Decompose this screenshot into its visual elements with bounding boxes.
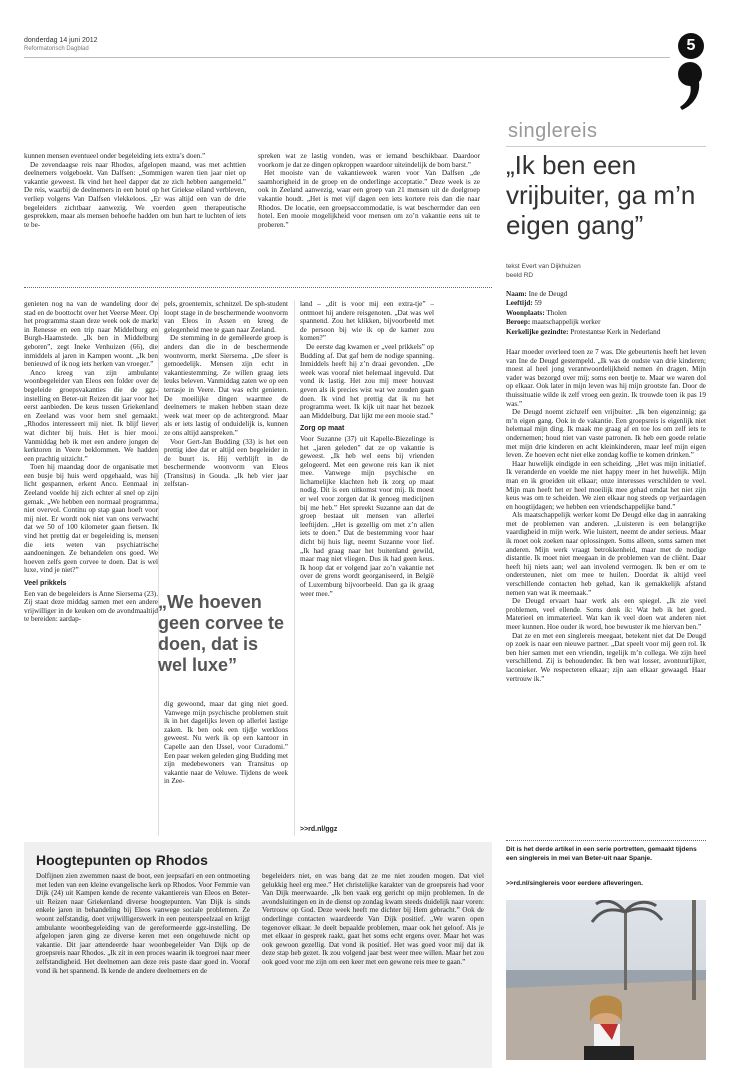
paragraph: De Deugd ervaart haar werk als een spiegel. „Ik zie veel problemen, veel ellende. Soms denk ik: Wat heb ik het goed. Materieel en immaterieel. Wat kan ik veel doen wat anderen niet meer kunnen. Hoe ouder ik word, hoe bewuster ik me hiervan ben.” xyxy=(506,597,706,631)
box-column-1 xyxy=(36,872,250,1062)
page-number-badge: 5 xyxy=(678,33,704,59)
headline: „Ik ben een vrijbuiter, ga m’n eigen gang” xyxy=(506,150,696,240)
article-column-1 xyxy=(24,300,158,836)
paragraph: begeleiders niet, en was bang dat ze me niet zouden mogen. Dat viel gelukkig heel erg mee.” Het christelijke karakter van de groepsreis had voor Van Dijk meerwaarde. „Ik ben vaak erg gericht op mijn problemen. In de avondsluitingen en in de dienst op zondag kwam steeds duidelijk naar voren: Vertrouw op God. Deze week heeft me dichter bij Hem gebracht.” Ook de onderlinge contacten waardeerde Van Dijk positief. „We waren open tegenover elkaar. Je deelt bepaalde problemen, maar ook het geloof. Als je met elkaar in gesprek raakt, gaat het soms echt ergens over. Maar het was ook gewoon gezellig. Dat vond ik positief. Het was goed voor mij dat ik deze stap heb gezet. Ik zou volgend jaar best weer mee willen. Maar het zou ook goed voor me zijn om een keer met een gewone reis mee te gaan.” xyxy=(262,872,484,966)
top-column-1 xyxy=(24,152,246,272)
series-link[interactable]: >>rd.nl/singlereis voor eerdere afleveringen. xyxy=(506,880,643,887)
paragraph: De zevendaagse reis naar Rhodos, afgelopen maand, was met achttien deelnemers volgeboekt. Van Dalfsen: „Sommigen waren tien jaar niet op vakantie geweest. Ik vind het heel dapper dat ze zich hebben aangemeld.” De reis, waarbij de deelnemers in een hotel op het Griekse eiland verbleven, verliep volgens Van Dalfsen vlekkeloos. „Er was altijd een van de drie begeleiders zichtbaar aanwezig. We voerden geen therapeutische gesprekken, maar als mensen behoefte hadden om hun hart te luchten of iets te be- xyxy=(24,160,246,229)
article-column-3 xyxy=(300,300,434,824)
paragraph: kunnen mensen eventueel onder begeleiding iets extra’s doen.” xyxy=(24,152,206,160)
paragraph: spreken wat ze lastig vonden, was er iemand beschikbaar. Daardoor voorkom je dat ze dingen opkroppen waardoor uiteindelijk de bom barst.” xyxy=(258,152,480,169)
paragraph: Haar moeder overleed toen ze 7 was. Die gebeurtenis heeft het leven van Ine de Deugd gestempeld. „Ik was de oudste van drie kinderen; moest al heel jong verantwoordelijkheid nemen én dragen. Mijn vader was bezorgd over mij; soms een beetje te. Maar we waren dol op elkaar. Ook later in mijn leven was hij mijn grootste fan. Door de thuissituatie wilde ik zelf vroeg een gezin. Ik trouwde toen ik pas 19 was.” xyxy=(506,348,706,408)
paragraph: genieten nog na van de wandeling door de stad en de boottocht over het Veerse Meer. Op het programma staan deze week ook de markt in Renesse en een trip naar Middelburg en Burgh-Haamstede. „Ik ben in Middelburg geboren”, zegt Ineke Venhuizen (66), die inmiddels al jaren in Kampen woont. „Ik ben benieuwd of ik nog iets herken van vroeger.” xyxy=(24,300,158,369)
header-rule xyxy=(24,57,670,58)
paragraph: Haar huwelijk eindigde in een scheiding. „Het was mijn initiatief. Ik veranderde en voelde me niet happy meer in het huwelijk. Mijn man en ik groeiden uit elkaar; onze interesses verschilden te veel. Mijn man heeft het er heel moeilijk mee gehad omdat het niet zijn keus was om te scheiden. We zien elkaar nog steeds op verjaardagen en hoogtijdagen; we hebben een vriendschappelijke band.” xyxy=(506,459,706,511)
paragraph: De eerste dag kwamen er „veel prikkels” op Budding af. Dat gaf hem de nodige spanning. Inmiddels heeft hij z’n draai gevonden. „De week was vooraf niet helemaal ingevuld. Dat vond ik lastig. Het zou mij meer houvast geven als ik precies wist wat we zouden gaan doen. Ik vind het prettig dat ik nu het programma weet. Ik kijk uit naar het bezoek aan Middelburg. Dat lijkt me een mooie stad.” xyxy=(300,342,434,420)
comma-logo-icon xyxy=(674,60,706,112)
issue-date: donderdag 14 juni 2012 xyxy=(24,37,98,44)
box-column-2 xyxy=(262,872,484,1062)
fact-row: Naam: Ine de Deugd xyxy=(506,290,568,298)
article-column-2-continued xyxy=(164,700,288,836)
profile-facts xyxy=(506,290,660,337)
paragraph: Dolfijnen zien zwemmen naast de boot, een jeepsafari en een ontmoeting met leden van een kleine evangelische kerk op Rhodos. Voor Femmie van Dijk (24) uit Kampen kende de recente vakantiereis van Eleos en Beter-uit Reizen naar Griekenland diverse hoogtepunten. Van Dijk is sinds enkele jaren in behandeling bij Eleos vanwege sociale problemen. Ze woont zelfstandig, doet vrijwilligerswerk in een peuterspeelzaal en krijgt ambulante woonbegeleiding van de gereformeerde ggz-instelling. De afgelopen jaren ging ze diverse keren met een ongehuwde nicht op vakantie. Dit jaar attendeerde haar woonbegeleider Van Dijk op de groepsreis naar Rhodos. „Ik zit in een proces waarin ik toegroei naar meer zelfstandigheid. Het deelnemen aan deze reis paste daar goed in. Vooraf vond ik het spannend. Ik kende de andere deelnemers en de xyxy=(36,872,250,975)
paragraph: Het mooiste van de vakantieweek waren voor Van Dalfsen „de saamhorigheid in de groep en de onderlinge acceptatie.” Deze week is ze ook in Zeeland aanwezig, waar een groep van 21 mensen uit de doelgroep vakantie houdt. „Het is met vijf dagen een iets kortere reis dan die naar Rhodos. De locatie, een groepsaccommodatie, is wat beschermder dan een hotel. Een mooie mogelijkheid voor mensen om zo’n vakantie eens uit te proberen.” xyxy=(258,169,480,229)
paragraph: Dat ze en met een singlereis meegaat, betekent niet dat De Deugd op zoek is naar een nieuwe partner. „Dat speelt voor mij geen rol. Ik ben hier samen met een vriendin, tegelijk m’n collega. We zijn heel verschillend. Zij is behoudender. Ik ben wat losser, avontuurlijker, laconieker. We respecteren elkaar; zijn aan elkaar gewaagd. Haar vertrouw ik.” xyxy=(506,631,706,683)
column-rule xyxy=(158,300,159,836)
series-infobox: Dit is het derde artikel in een serie portretten, gemaakt tijdens een singlereis in mei van Beter-uit naar Spanje. xyxy=(506,846,697,862)
fact-row: Beroep: maatschappelijk werker xyxy=(506,318,601,327)
section-label: singlereis xyxy=(508,120,598,142)
box-title: Hoogtepunten op Rhodos xyxy=(36,852,208,868)
fact-row: Woonplaats: Tholen xyxy=(506,308,567,317)
paragraph: dig gewoond, maar dat ging niet goed. Vanwege mijn psychische problemen stuit ik in het dagelijks leven op allerlei lastige zaken. Ik ben ook een tijdje werkloos geweest. Nu werk ik op een kantoor in Capelle aan den IJssel, voor Curadomi.” Een paar weken geleden ging Budding met zijn medebewoners van Transitus op vakantie naar de Veluwe. Tijdens de week in Zee- xyxy=(164,700,288,786)
portrait-photo xyxy=(506,900,706,1060)
paragraph: land – „dit is voor mij een extra-tje” – ontmoet hij andere reisgenoten. „Dat was wel spannend. Zou het klikken, bijvoorbeeld met de persoon bij wie ik op de kamer zou komen?” xyxy=(300,300,434,343)
article-column-2 xyxy=(164,300,288,588)
article-link[interactable]: >>rd.nl/ggz xyxy=(300,826,338,833)
paragraph: Als maatschappelijk werker komt De Deugd elke dag in aanraking met de problemen van anderen. „Luisteren is een belangrijke vaardigheid in mijn werk. Wie luistert, neemt de ander serieus. Maar ik moet ook zoeken naar oplossingen. Soms alleen, soms samen met anderen. Mijn werk vraagt betrokkenheid, maar met de nodige distantie. Ik moet niet meegaan in de problemen van de cliënt. Daar heeft hij niets aan; wel aan involend vermogen. Ik ben er om te ondersteunen, niet om mee te huilen. Doordat ik altijd veel verschillende contacten heb gehad, kan ik gemakkelijk afstand nemen van wat ik meemaak.” xyxy=(506,511,706,597)
portrait-body xyxy=(506,348,706,834)
pull-quote: „We hoeven geen corvee te doen, dat is wel luxe” xyxy=(158,592,285,675)
paragraph: De Deugd noemt zichzelf een vrijbuiter. „Ik ben eigenzinnig; ga m’n eigen gang. Ook in de vakantie. Een groepsreis is eigenlijk niet helemaal mijn ding. Ik maak me graag af en toe los om zelf iets te ondernemen; houd niet van vaste patronen. Ik heb een goede relatie met mijn drie kinderen en acht kleinkinderen, maar leef mijn eigen leven. Ze hoeven echt niet elke zondag koffie te komen drinken.” xyxy=(506,408,706,460)
author-credit: tekst Evert van Dijkhuizen xyxy=(506,263,581,270)
column-rule xyxy=(294,300,295,836)
subheading: Veel prikkels xyxy=(24,580,67,587)
paragraph: Een van de begeleiders is Anne Siersema (23). Zij staat deze middag samen met een andere vrijwilliger in de keuken om de avondmaaltijd te bereiden: aardap- xyxy=(24,589,158,624)
fact-row: Leeftijd: 59 xyxy=(506,299,542,308)
dotted-separator xyxy=(24,287,492,288)
section-rule xyxy=(506,146,706,147)
photo-credit: beeld RD xyxy=(506,272,534,279)
newspaper-name: Reformatorisch Dagblad xyxy=(24,46,89,52)
paragraph: Anco kreeg van zijn ambulante woonbegeleider van Eleos een folder over de begeleide groepsvakanties die de ggz-instelling en Beter-uit Reizen dit jaar voor het eerst aanbieden. De keus tussen Griekenland en Zeeland was voor hem snel gemaakt. „Rhodos interesseert mij niet. Ik blijf liever wat dichter bij huis. Het is hier mooi. Vanmiddag heb ik met een andere jongen de kerktoren in Veere beklommen. We hadden een prachtig uitzicht.” xyxy=(24,368,158,463)
dotted-separator xyxy=(506,840,706,841)
paragraph: Toen hij maandag door de organisatie met een busje bij huis werd opgehaald, was hij licht gespannen, erkent Anco. Eenmaal in Zeeland voelde hij zich echter al snel op zijn gemak. „We hebben een normaal programma, niet overvol. Continu op stap gaan hoeft voor mij niet. Er wordt ook niet van ons verwacht dat we 50 of 100 kilometer gaan fietsen. Ik vind het prettig dat er begeleiding is, mensen die iets weten van psychiatrische aandoeningen. Ze behandelen ons goed. We hoeven zelfs geen corvee te doen. Dat is wel luxe, vind je niet?” xyxy=(24,463,158,575)
subheading: Zorg op maat xyxy=(300,425,345,433)
fact-row: Kerkelijke gezindte: Protestantse Kerk in Nederland xyxy=(506,327,661,336)
paragraph: Voor Suzanne (37) uit Kapelle-Biezelinge is het „jaren geleden” dat ze op vakantie is geweest. „Ik heb wel eens bij vrienden gelogeerd. Met een gewone reis kan ik niet mee. Vanwege mijn psychische en lichamelijke klachten heb ik zorg op maat nodig. Dit is een uitkomst voor mij. Ik moest er wel voor zorgen dat ik genoeg medicijnen bij me heb.” Het spreekt Suzanne aan dat de groep bestaat uit mensen van allerlei leeftijden. „Het is gezellig om met z’n allen iets te doen.” Dat de bestemming voor haar dicht bij huis ligt, neemt Suzanne voor lief. „Ik had graag naar het buitenland gewild, maar mag niet vliegen. Dus ik had geen keus. Ik hoop dat er volgend jaar zo’n vakantie net over de grens wordt georganiseerd, in België of Luxemburg bijvoorbeeld. Dan ga ik graag weer mee.” xyxy=(300,434,434,598)
top-column-2 xyxy=(258,152,480,272)
paragraph: Voor Gert-Jan Budding (33) is het een prettig idee dat er altijd een begeleider in de buurt is. Hij verblijft in de beschermende woonvorm van Eleos (Transitus) in Gouda. „Ik heb vier jaar zelfstan- xyxy=(164,437,288,489)
paragraph: pels, groentemix, schnitzel. De sph-student loopt stage in de beschermende woonvorm van Eleos in Assen en kreeg de gelegenheid mee te gaan naar Zeeland. xyxy=(164,300,288,334)
paragraph: De stemming in de gemêleerde groep is anders dan die in de beschermende woonvorm, merkt Siersema. „De sfeer is gemoedelijk. Mensen zijn echt in vakantiestemming. Ze willen graag iets leuks beleven. Vanmiddag zaten we op een terrasje in Veere. Dat was echt genieten. De moeilijke dingen waarmee de deelnemers te maken hebben staan deze week wat meer op de achtergrond. Maar als er iets lastig of onduidelijk is, kunnen ze ons altijd aanspreken.” xyxy=(164,334,288,437)
credits xyxy=(506,262,581,280)
